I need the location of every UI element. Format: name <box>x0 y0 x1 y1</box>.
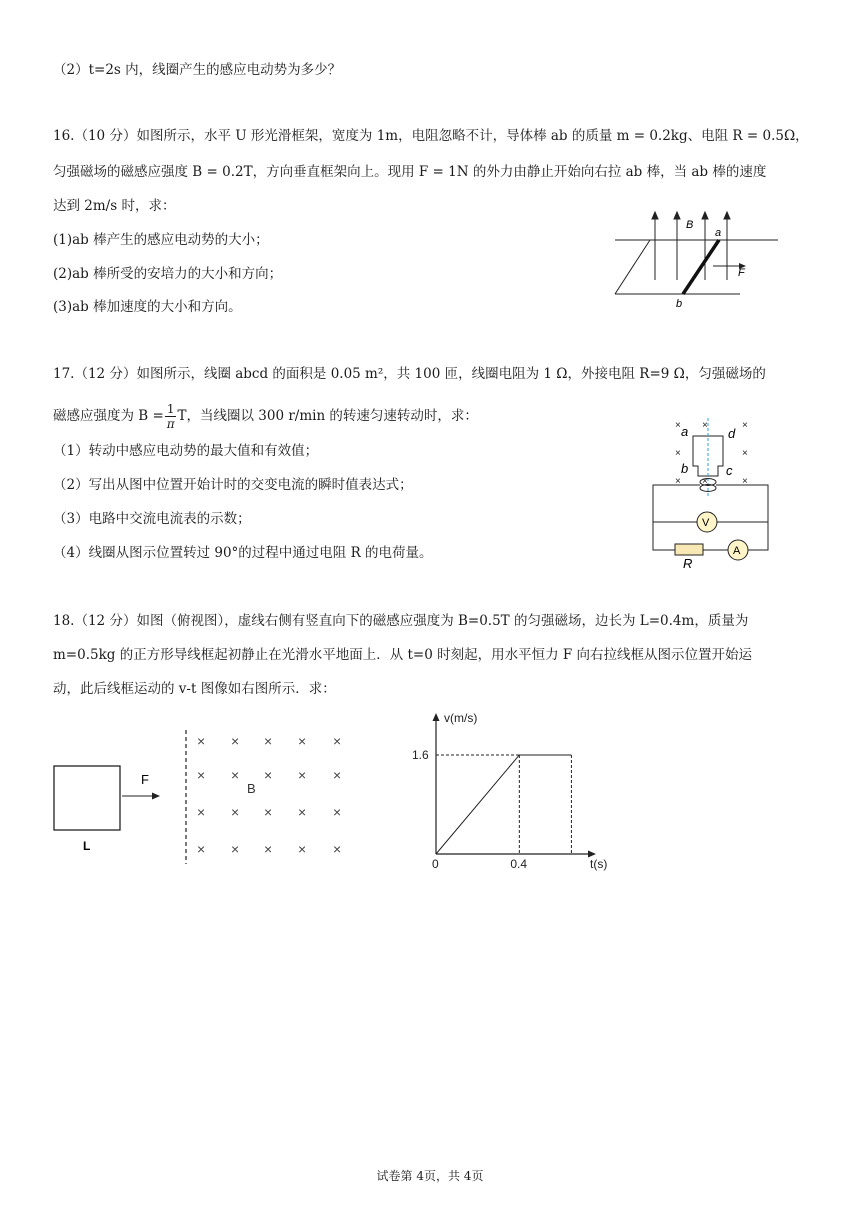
svg-text:×: × <box>742 448 748 459</box>
q17-label-c: c <box>726 463 733 478</box>
svg-text:×: × <box>333 841 342 857</box>
vt-y-tick-label: 1.6 <box>412 747 429 762</box>
q17-stem-line1: 17.（12 分）如图所示，线圈 abcd 的面积是 0.05 m²，共 100 匝，线圈电阻为 1 Ω，外接电阻 R=9 Ω，匀强磁场的 <box>53 366 766 382</box>
svg-text:×: × <box>197 841 206 857</box>
q18-stem-line1: 18.（12 分）如图（俯视图），虚线右侧有竖直向下的磁感应强度为 B=0.5T 的匀强磁场，边长为 L=0.4m，质量为 <box>53 613 749 629</box>
q16-fig-label-b: b <box>676 298 683 310</box>
svg-text:×: × <box>231 841 240 857</box>
svg-text:×: × <box>742 420 748 431</box>
q16-fig-label-a: a <box>715 227 722 239</box>
svg-text:×: × <box>231 804 240 820</box>
svg-text:×: × <box>675 448 681 459</box>
q17-frac-num: 1 <box>166 402 175 416</box>
svg-text:×: × <box>264 841 273 857</box>
q18-left-figure <box>50 728 370 868</box>
q17-sub4: （4）线圈从图示位置转过 90°的过程中通过电阻 R 的电荷量。 <box>53 545 433 561</box>
q18-stem-line2: m=0.5kg 的正方形导线框起初静止在光滑水平地面上．从 t=0 时刻起，用水平恒力 F 向右拉线框从图示位置开始运 <box>53 647 753 663</box>
svg-text:×: × <box>675 476 681 487</box>
svg-text:×: × <box>702 420 708 431</box>
svg-text:×: × <box>197 804 206 820</box>
q16-sub1: (1)ab 棒产生的感应电动势的大小； <box>53 232 269 248</box>
q18-field-crosses <box>197 733 341 857</box>
svg-text:×: × <box>333 804 342 820</box>
q17-fraction <box>165 402 177 431</box>
q17-label-d: d <box>728 426 736 441</box>
page-footer: 试卷第 4页，共 4页 <box>376 1169 484 1183</box>
svg-text:×: × <box>264 733 273 749</box>
svg-text:×: × <box>298 841 307 857</box>
svg-text:×: × <box>742 476 748 487</box>
q16-stem-line2: 匀强磁场的磁感应强度 B = 0.2T，方向垂直框架向上。现用 F = 1N 的外力由静止开始向右拉 ab 棒，当 ab 棒的速度 <box>53 164 767 180</box>
vt-series-line <box>436 755 571 854</box>
svg-text:×: × <box>298 733 307 749</box>
q16-figure <box>610 208 790 313</box>
svg-text:×: × <box>675 420 681 431</box>
svg-text:×: × <box>333 733 342 749</box>
q17-figure <box>645 418 775 573</box>
q16-fig-label-F: F <box>738 267 745 279</box>
q17-sub2: （2）写出从图中位置开始计时的交变电流的瞬时值表达式； <box>53 477 413 493</box>
vt-x-tick-label: 0 <box>432 857 439 871</box>
svg-text:×: × <box>298 767 307 783</box>
q18-label-F: F <box>141 772 149 787</box>
q17-voltmeter-label: V <box>702 517 710 529</box>
svg-text:×: × <box>264 804 273 820</box>
q16-fig-label-B: B <box>686 219 694 231</box>
q17-stem-line2 <box>53 402 478 431</box>
svg-text:×: × <box>264 767 273 783</box>
q18-stem-line3: 动，此后线框运动的 v-t 图像如右图所示．求： <box>53 681 336 697</box>
q17-stem-line2-pre: 磁感应强度为 B = <box>53 408 164 424</box>
svg-text:×: × <box>231 733 240 749</box>
q16-stem-line3: 达到 2m/s 时，求： <box>53 198 176 214</box>
vt-y-axis-label: v(m/s) <box>444 711 478 725</box>
q17-ammeter-label: A <box>733 545 741 557</box>
svg-text:×: × <box>333 767 342 783</box>
q17-frac-den: π <box>166 417 175 431</box>
q17-sub3: （3）电路中交流电流表的示数； <box>53 511 251 527</box>
q16-sub3: (3)ab 棒加速度的大小和方向。 <box>53 299 242 315</box>
q16-sub2: (2)ab 棒所受的安培力的大小和方向； <box>53 266 283 282</box>
svg-text:×: × <box>298 804 307 820</box>
q17-label-R: R <box>683 556 693 571</box>
q15-sub2: （2）t=2s 内，线圈产生的感应电动势为多少？ <box>53 62 342 78</box>
q17-stem-line2-post: T，当线圈以 300 r/min 的转速匀速转动时，求： <box>177 408 478 424</box>
q17-label-a: a <box>681 424 689 439</box>
svg-text:×: × <box>702 476 708 487</box>
q17-sub1: （1）转动中感应电动势的最大值和有效值； <box>53 443 319 459</box>
q17-label-b: b <box>681 461 689 476</box>
svg-text:×: × <box>197 733 206 749</box>
svg-text:×: × <box>231 767 240 783</box>
vt-y-arrow <box>433 713 440 721</box>
q18-label-L: L <box>83 839 91 853</box>
q18-vt-chart <box>378 711 608 882</box>
vt-x-tick-label: 0.4 <box>510 857 528 871</box>
q16-stem-line1: 16.（10 分）如图所示，水平 U 形光滑框架，宽度为 1m，电阻忽略不计，导体棒 ab 的质量 m = 0.2kg、电阻 R = 0.5Ω， <box>53 128 809 144</box>
vt-x-axis-label: t(s) <box>590 857 608 871</box>
svg-text:×: × <box>197 767 206 783</box>
q18-label-B: B <box>247 781 256 796</box>
